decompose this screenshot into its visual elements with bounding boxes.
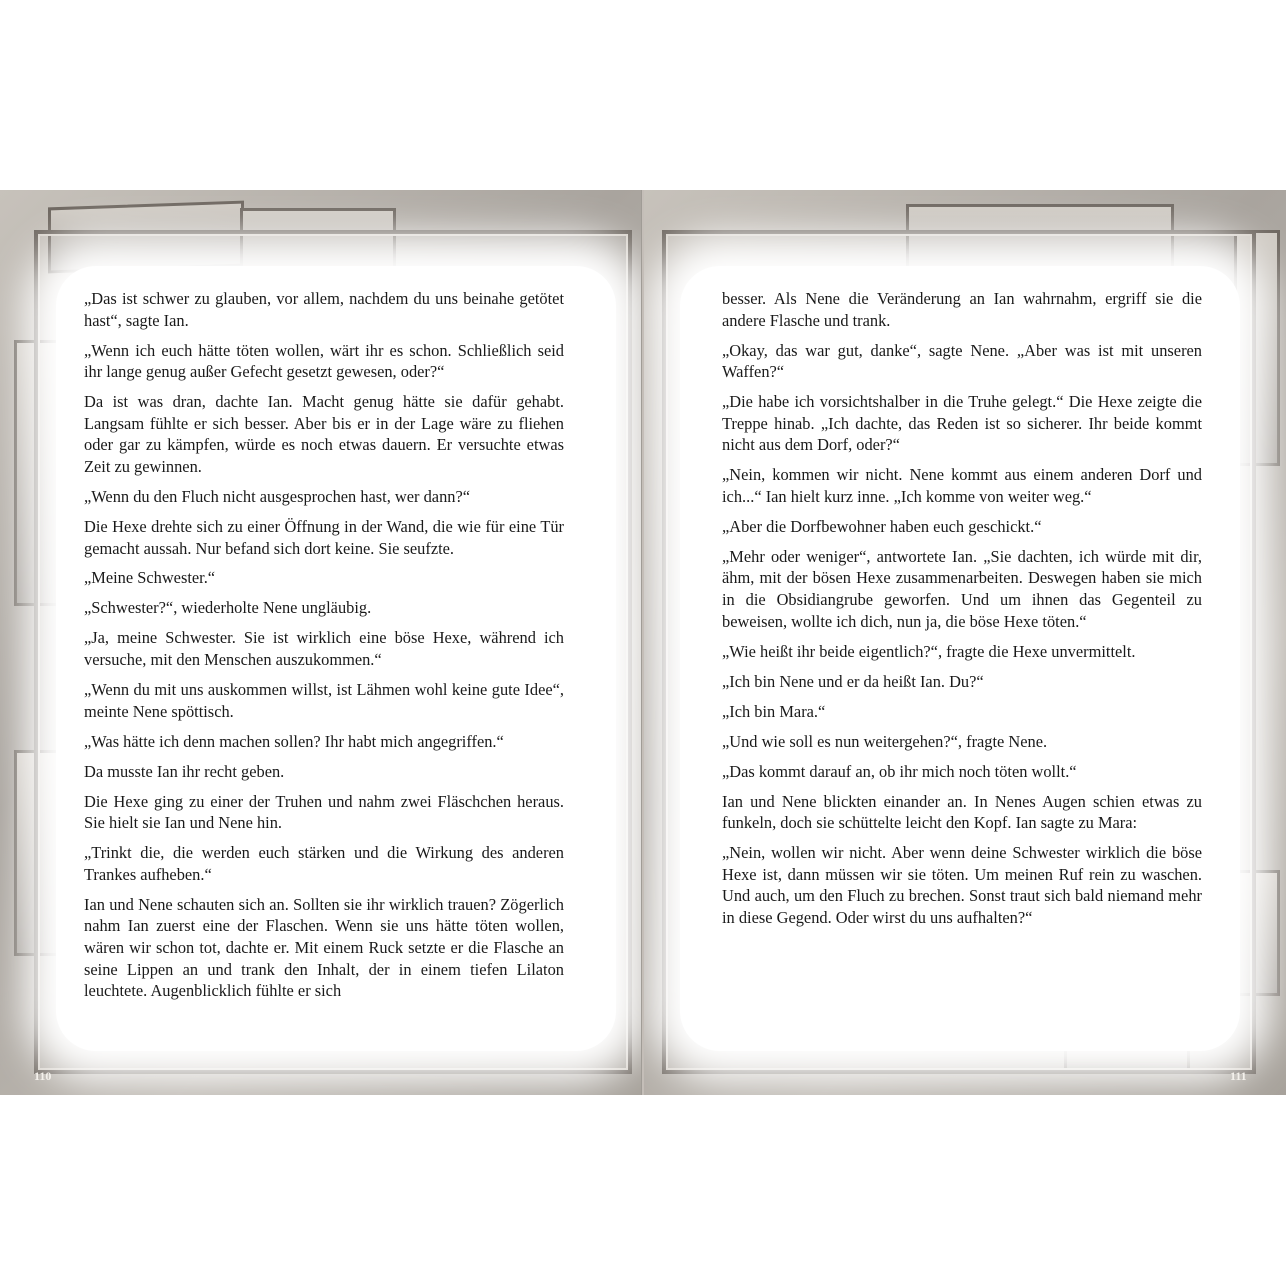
- page-number-right: 111: [1230, 1069, 1247, 1083]
- paragraph: „Die habe ich vorsichtshalber in die Truhe gelegt.“ Die Hexe zeigte die Treppe hinab. „Ich dachte, das Reden ist so sicherer. Ihr beide kommt nicht aus dem Dorf, oder?“: [722, 392, 1202, 455]
- paragraph: „Aber die Dorfbewohner haben euch geschickt.“: [722, 516, 1042, 536]
- paragraph: „Mehr oder weniger“, antwortete Ian. „Sie dachten, ich würde mit dir, ähm, mit der bösen Hexe zusammenarbeiten. Deswegen haben sie mich in die Obsidiangrube geworfen. Und um ihnen das Gegenteil zu beweisen, wollte ich dich, nun ja, die böse Hexe töten.“: [722, 546, 1202, 631]
- paragraph: „Ich bin Mara.“: [722, 701, 826, 721]
- paragraph: „Was hätte ich denn machen sollen? Ihr habt mich angegriffen.“: [84, 731, 504, 751]
- paragraph: „Ja, meine Schwester. Sie ist wirklich eine böse Hexe, während ich versuche, mit den Menschen auszukommen.“: [84, 628, 564, 670]
- paragraph: „Nein, kommen wir nicht. Nene kommt aus einem anderen Dorf und ich...“ Ian hielt kurz inne. „Ich komme von weiter weg.“: [722, 465, 1202, 506]
- paragraph: Da ist was dran, dachte Ian. Macht genug hätte sie dafür gehabt. Langsam fühlte er sich besser. Aber bis er in der Lage wäre zu fliehen oder gar zu kämpfen, würde es noch etwas dauern. Er versuchte etwas Zeit zu gewinnen.: [84, 392, 564, 476]
- paragraph: „Okay, das war gut, danke“, sagte Nene. „Aber was ist mit unseren Waffen?“: [722, 340, 1202, 382]
- page-number-left: 110: [34, 1069, 52, 1083]
- paragraph: Die Hexe ging zu einer der Truhen und nahm zwei Fläschchen heraus. Sie hielt sie Ian und Nene hin.: [84, 791, 564, 833]
- right-page-text: [722, 288, 1202, 937]
- paragraph: „Meine Schwester.“: [84, 568, 216, 588]
- paragraph: „Schwester?“, wiederholte Nene ungläubig.: [84, 598, 372, 618]
- paragraph: Die Hexe drehte sich zu einer Öffnung in der Wand, die wie für eine Tür gemacht aussah. Nur befand sich dort keine. Sie seufzte.: [84, 516, 564, 558]
- paragraph: „Trinkt die, die werden euch stärken und die Wirkung des anderen Trankes aufheben.“: [84, 843, 564, 884]
- paragraph: Ian und Nene blickten einander an. In Nenes Augen schien etwas zu funkeln, doch sie schüttelte leicht den Kopf. Ian sagte zu Mara:: [722, 791, 1202, 833]
- paragraph: „Wenn du den Fluch nicht ausgesprochen hast, wer dann?“: [84, 486, 471, 506]
- paragraph: Ian und Nene schauten sich an. Sollten sie ihr wirklich trauen? Zögerlich nahm Ian zuerst eine der Flaschen. Wenn sie uns hätte töten wollen, wären wir schon tot, dachte er. Mit einem Ruck setzte er die Flasche an seine Lippen an und trank den Inhalt, der in einem tiefen Lilaton leuchtete. Augenblicklich fühlte er sich: [84, 894, 564, 1001]
- paragraph: „Wenn ich euch hätte töten wollen, wärt ihr es schon. Schließlich seid ihr lange genug außer Gefecht gesetzt gewesen, oder?“: [84, 340, 564, 382]
- paragraph: „Und wie soll es nun weitergehen?“, fragte Nene.: [722, 731, 1048, 751]
- left-page: [0, 190, 642, 1095]
- paragraph: „Das ist schwer zu glauben, vor allem, nachdem du uns beinahe getötet hast“, sagte Ian.: [84, 289, 564, 330]
- right-page: [644, 190, 1286, 1095]
- paragraph: besser. Als Nene die Veränderung an Ian wahrnahm, ergriff sie die andere Flasche und trank.: [722, 289, 1202, 330]
- paragraph: „Wenn du mit uns auskommen willst, ist Lähmen wohl keine gute Idee“, meinte Nene spöttisch.: [84, 680, 564, 721]
- left-page-text: [84, 288, 564, 1010]
- paragraph: „Das kommt darauf an, ob ihr mich noch töten wollt.“: [722, 761, 1077, 781]
- book-spread: [0, 190, 1286, 1095]
- paragraph: „Ich bin Nene und er da heißt Ian. Du?“: [722, 671, 984, 691]
- paragraph: „Wie heißt ihr beide eigentlich?“, fragte die Hexe unvermittelt.: [722, 641, 1136, 661]
- paragraph: „Nein, wollen wir nicht. Aber wenn deine Schwester wirklich die böse Hexe ist, dann müssen wir sie töten. Um meinen Ruf rein zu waschen. Und auch, um den Fluch zu brechen. Sonst traut sich bald niemand mehr in diese Gegend. Oder wirst du uns aufhalten?“: [722, 843, 1202, 927]
- paragraph: Da musste Ian ihr recht geben.: [84, 761, 285, 781]
